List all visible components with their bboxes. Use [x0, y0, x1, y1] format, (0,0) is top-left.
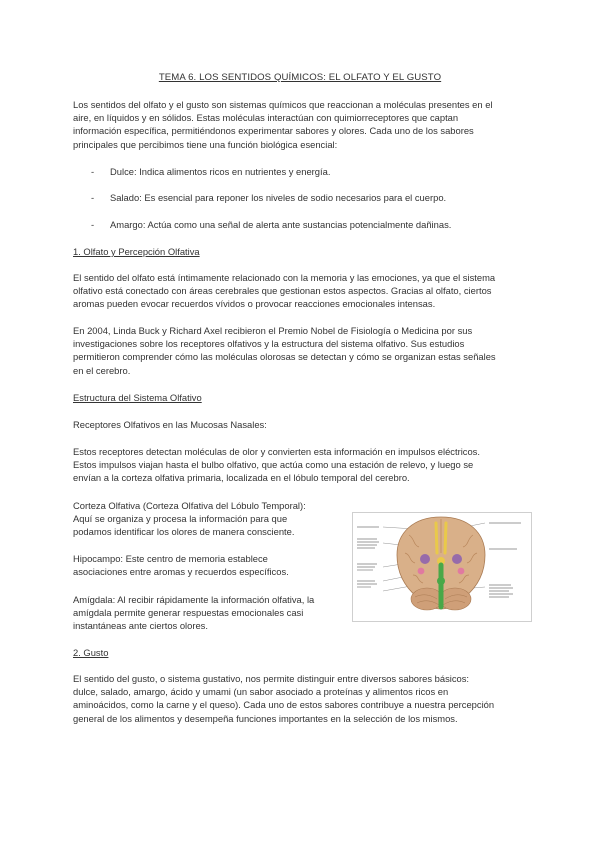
intro-paragraph: Los sentidos del olfato y el gusto son sistemas químicos que reaccionan a moléculas presentes en el aire, en líquidos y en sólidos. Estas moléculas interactúan con quimiorreceptores que captan información específica, permitiéndonos experimentar sabores y olores. Cada uno de los sabores principales que percibimos tiene una función biológica esencial:: [73, 99, 493, 150]
olfato-paragraph-1: El sentido del olfato está íntimamente relacionado con la memoria y las emociones, ya que el sistema olfativo está conectado con áreas cerebrales que gestionan estos aspectos. Gracias al olfato, ciertos aromas pueden evocar recuerdos vívidos o provocar reacciones emocionales intensas.: [73, 272, 496, 310]
gusto-paragraph: El sentido del gusto, o sistema gustativo, nos permite distinguir entre diversos sabores básicos: dulce, salado, amargo, ácido y umami (un sabor asociado a proteínas y alimentos ricos en aminoácidos, como la carne y el queso). Cada uno de estos sabores contribuye a nuestra percepción general de los alimentos y desempeña funciones importantes en la selección de los mismos.: [73, 673, 495, 724]
receptors-paragraph: Estos receptores detectan moléculas de olor y convierten esta información en impulsos eléctricos. Estos impulsos viajan hasta el bulbo olfativo, que actúa como una estación de relevo, y luego se envían a la corteza olfativa primaria, localizada en el lóbulo temporal del cerebro.: [73, 446, 480, 484]
olfato-paragraph-2: En 2004, Linda Buck y Richard Axel recibieron el Premio Nobel de Fisiología o Medicina por sus investigaciones sobre los receptores olfativos y la estructura del sistema olfativo. Sus estudios permitieron comprender cómo las moléculas olorosas se detectan y cómo se organizan estas señales en el cerebro.: [73, 325, 496, 376]
structure-heading: Estructura del Sistema Olfativo: [73, 392, 202, 403]
brain-olfactory-figure: [352, 512, 532, 622]
document-title: TEMA 6. LOS SENTIDOS QUÍMICOS: EL OLFATO Y EL GUSTO: [158, 72, 442, 83]
receptors-heading: Receptores Olfativos en las Mucosas Nasales:: [73, 419, 267, 430]
document-page: TEMA 6. LOS SENTIDOS QUÍMICOS: EL OLFATO Y EL GUSTO Los sentidos del olfato y el gusto son sistemas químicos que reaccionan a moléculas presentes en el aire, en líquidos y en sólidos. Estas moléculas interactúan con quimiorreceptores que captan información específica, permitiéndonos experimentar sabores y olores. Cada uno de los sabores principales que percibimos tiene una función biológica esencial: - Dulce: Indica alimentos ricos en nutrientes y energía. - Salado: Es esencial para reponer los niveles de sodio necesarios para el cuerpo. - Amargo: Actúa como una señal de alerta ante sustancias potencialmente dañinas. 1. Olfato y Percepción Olfativa El sentido del olfato está íntimamente relacionado con la memoria y las emociones, ya que el sistema olfativo está conectado con áreas cerebrales que gestionan estos aspectos. Gracias al olfato, ciertos aromas pueden evocar recuerdos vívidos o provocar reacciones emocionales intensas. En 2004, Linda Buck y Richard Axel recibieron el Premio Nobel de Fisiología o Medicina por sus investigaciones sobre los receptores olfativos y la estructura del sistema olfativo. Sus estudios permitieron comprender cómo las moléculas olorosas se detectan y cómo se organizan estas señales en el cerebro. Estructura del Sistema Olfativo Receptores Olfativos en las Mucosas Nasales: Estos receptores detectan moléculas de olor y convierten esta información en impulsos eléctricos. Estos impulsos viajan hasta el bulbo olfativo, que actúa como una estación de relevo, y luego se envían a la corteza olfativa primaria, localizada en el lóbulo temporal del cerebro. Corteza Olfativa (Corteza Olfativa del Lóbulo Temporal): Aquí se organiza y procesa la información para que podamos identificar los olores de manera consciente. Hipocampo: Este centro de memoria establece asociaciones entre aromas y recuerdos específicos. Amígdala: Al recibir rápidamente la información olfativa, la amígdala permite generar respuestas emocionales casi instantáneas ante ciertos olores. 2. Gusto El sentido del gusto, o sistema gustativo, nos permite distinguir entre diversos sabores básicos: dulce, salado, amargo, ácido y umami (un sabor asociado a proteínas y alimentos ricos en aminoácidos, como la carne y el queso). Cada uno de estos sabores contribuye a nuestra percepción general de los alimentos y desempeña funciones importantes en la selección de los mismos.: [0, 0, 600, 848]
section-heading-olfato: 1. Olfato y Percepción Olfativa: [73, 246, 200, 257]
hippocampus-paragraph: Hipocampo: Este centro de memoria establece asociaciones entre aromas y recuerdos específicos.: [73, 553, 289, 578]
brain-illustration: [353, 513, 531, 621]
amygdala-paragraph: Amígdala: Al recibir rápidamente la información olfativa, la amígdala permite generar respuestas emocionales casi instantáneas ante ciertos olores.: [73, 594, 315, 632]
cortex-paragraph: Corteza Olfativa (Corteza Olfativa del Lóbulo Temporal): Aquí se organiza y procesa la información para que podamos identificar los olores de manera consciente.: [73, 500, 306, 538]
section-heading-gusto: 2. Gusto: [73, 647, 109, 658]
